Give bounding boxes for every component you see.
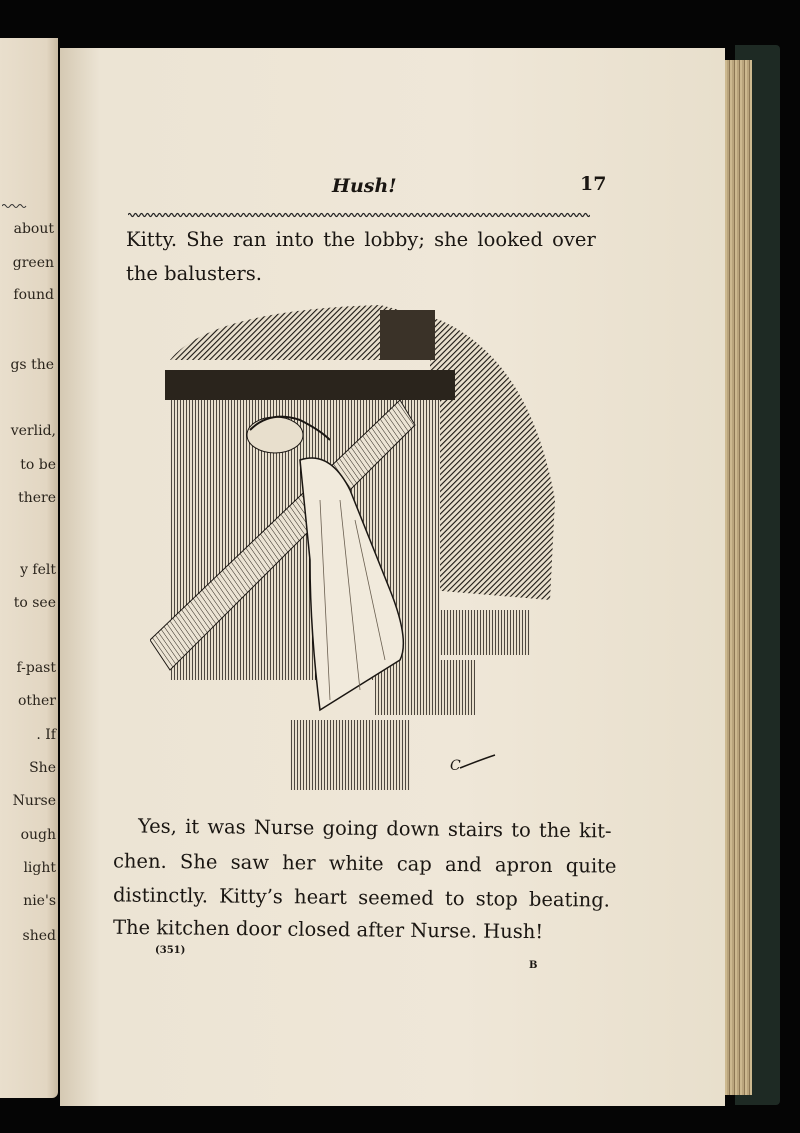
header-wavy-rule: [128, 204, 590, 223]
body-line: distinctly. Kitty’s heart seemed to stop beating.: [112, 883, 611, 912]
left-page-line-fragment: found: [13, 287, 54, 303]
left-page-line-fragment: verlid,: [10, 423, 56, 439]
left-page-line-fragment: other: [17, 693, 56, 709]
body-line: chen. She saw her white cap and apron quite: [112, 849, 617, 878]
illustration-girl-on-stairs: [150, 300, 570, 800]
left-page-line-fragment: ough: [20, 827, 56, 843]
body-line: The kitchen door closed after Nurse. Hush!: [112, 915, 544, 944]
signature-mark: B: [529, 960, 538, 971]
body-line: the balusters.: [126, 262, 262, 285]
left-page-line-fragment: light: [23, 860, 56, 876]
left-page-line-fragment: f-past: [16, 660, 56, 676]
left-page-line-fragment: to see: [13, 595, 56, 611]
left-header-rule: [2, 194, 28, 213]
left-page-line-fragment: there: [18, 490, 56, 506]
page-edges: [722, 60, 752, 1095]
left-page-line-fragment: gs the: [10, 357, 54, 373]
left-page: [0, 38, 58, 1098]
left-page-line-fragment: y felt: [20, 562, 56, 578]
body-line: Kitty. She ran into the lobby; she looked over: [126, 228, 596, 251]
illustrator-monogram: C: [450, 758, 461, 774]
left-page-line-fragment: nie's: [23, 893, 56, 909]
left-page-line-fragment: She: [29, 760, 56, 776]
left-page-line-fragment: Nurse: [12, 793, 56, 809]
page-number: 17: [580, 173, 607, 195]
left-page-line-fragment: to be: [20, 457, 56, 473]
left-page-line-fragment: . If: [36, 727, 56, 743]
left-page-line-fragment: green: [12, 255, 54, 271]
left-page-line-fragment: about: [13, 221, 54, 237]
left-page-line-fragment: shed: [22, 928, 56, 944]
running-head: Hush!: [332, 175, 397, 197]
printer-number: (351): [155, 945, 186, 956]
body-line: Yes, it was Nurse going down stairs to the kit-: [137, 814, 612, 843]
